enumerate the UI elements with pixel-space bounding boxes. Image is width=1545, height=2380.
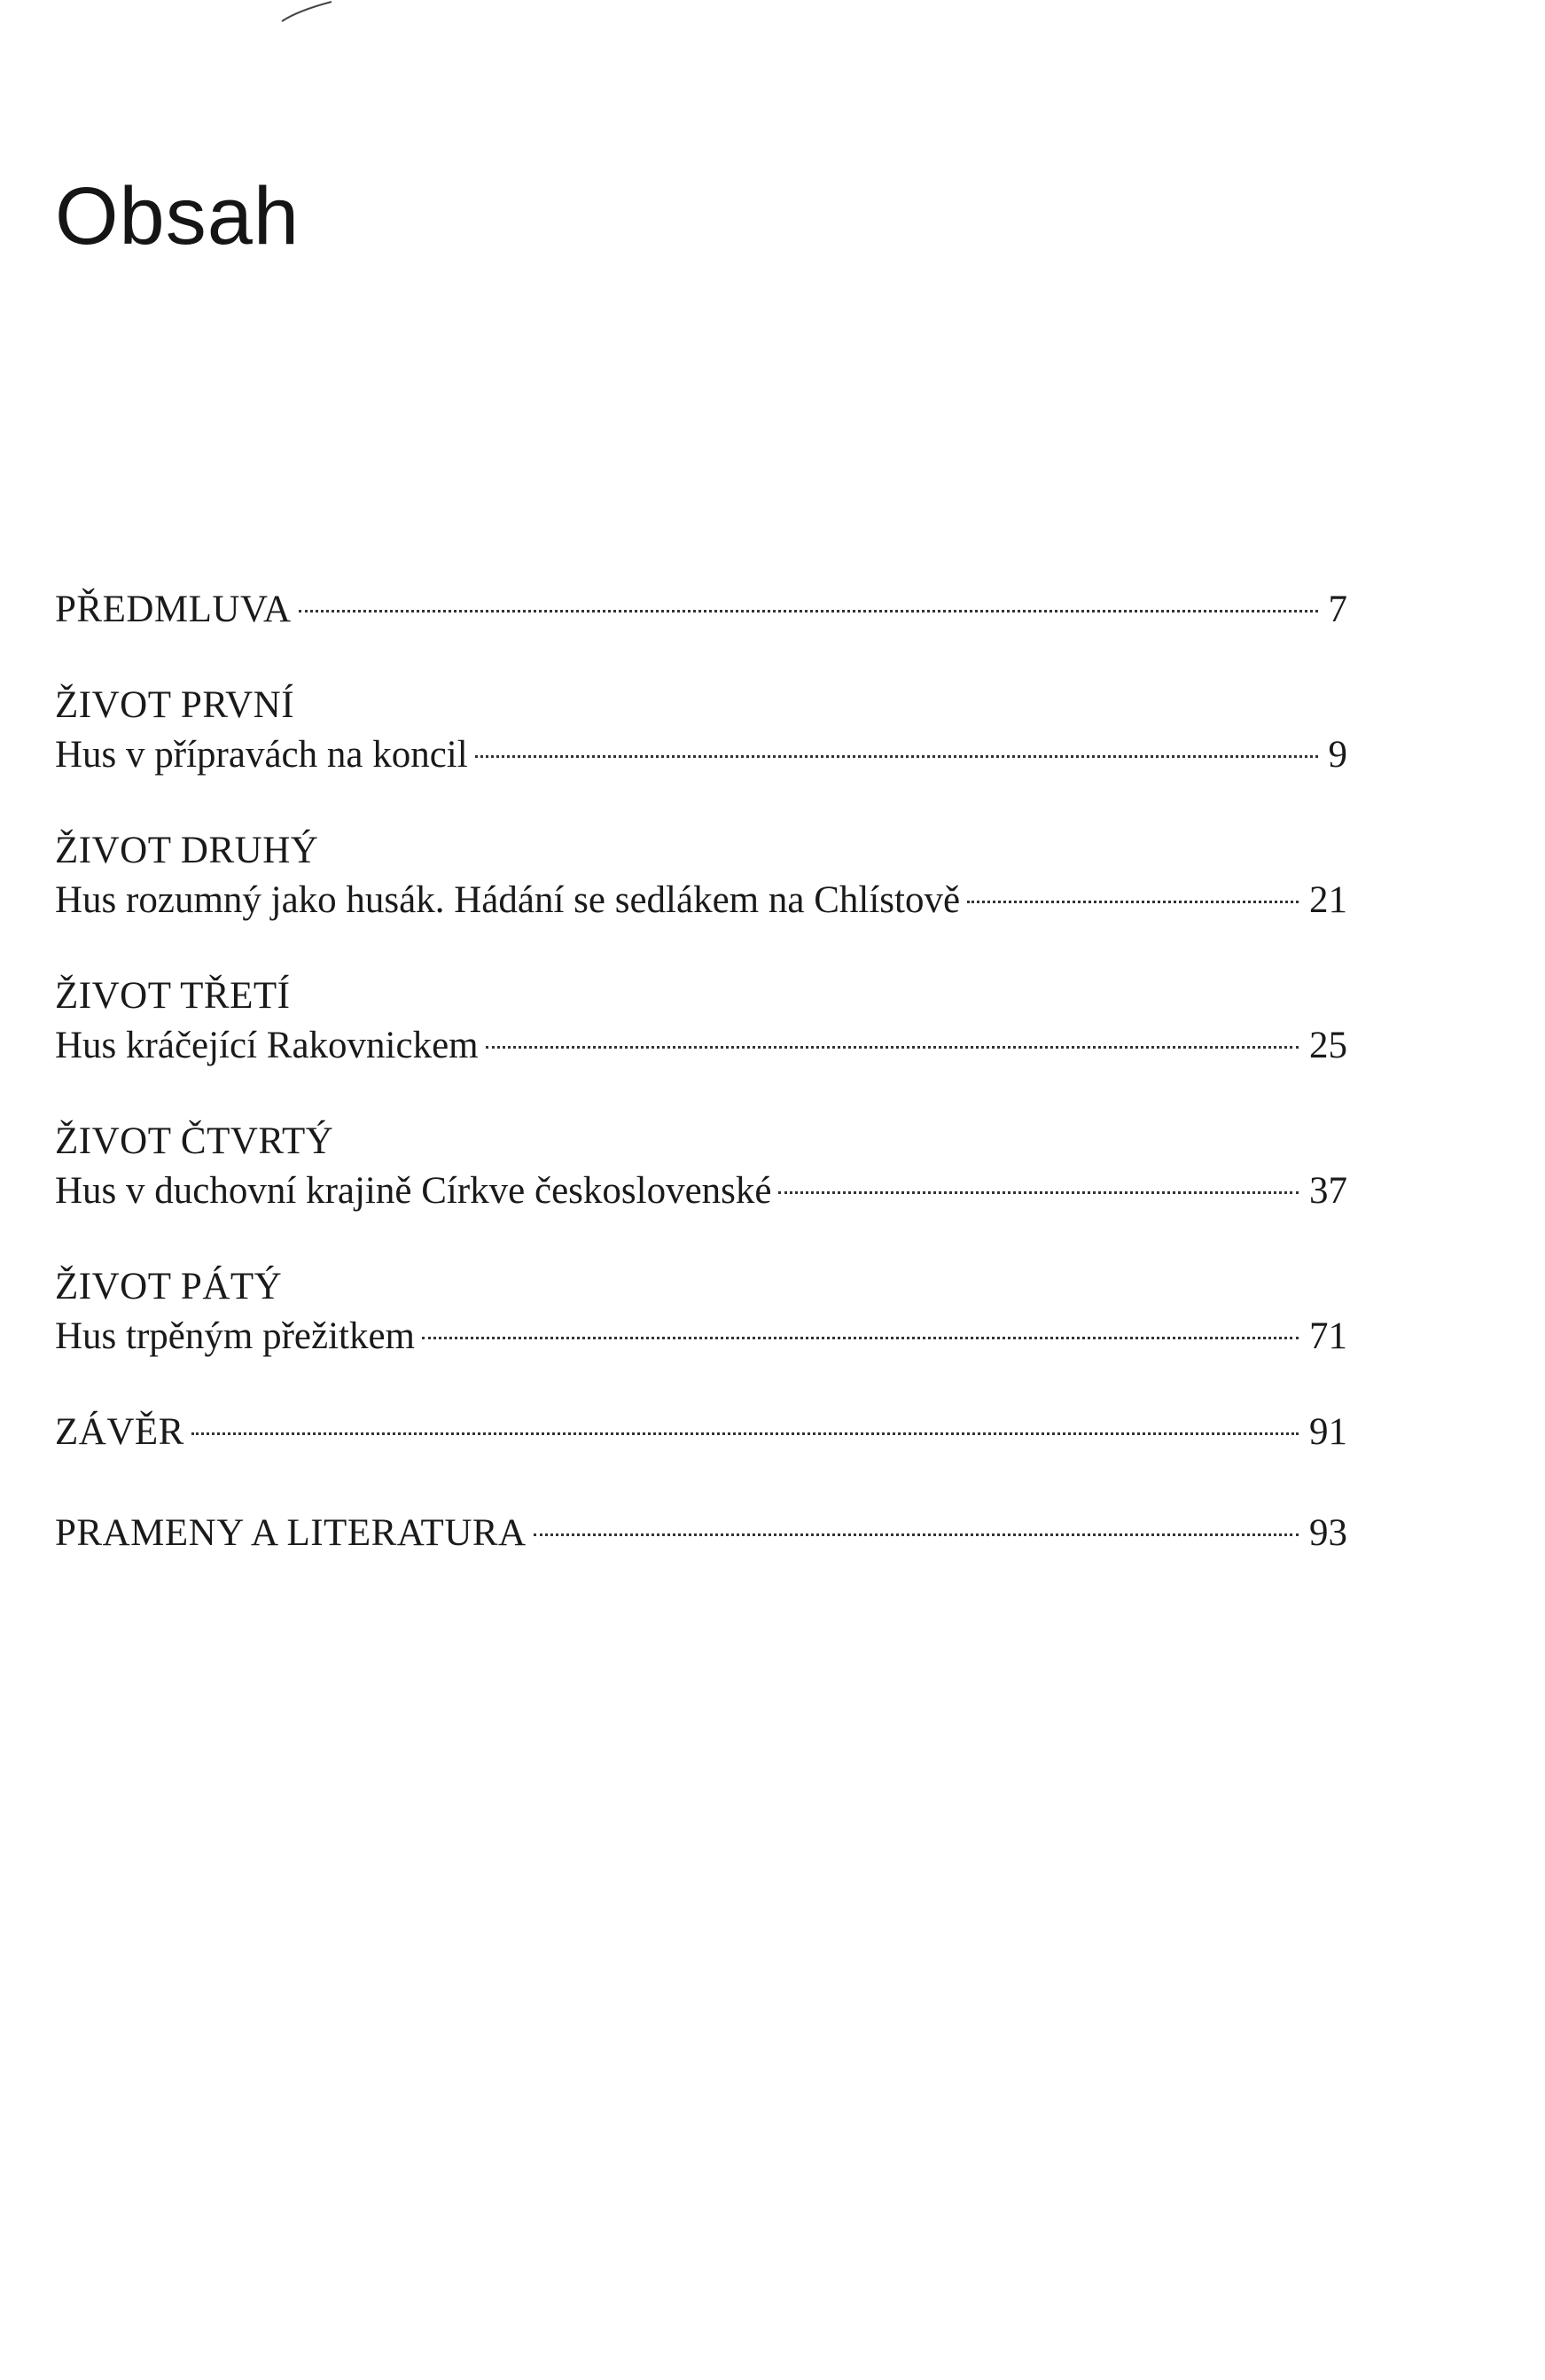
toc-page-number: 21 — [1309, 879, 1347, 921]
toc-entry-zivot-treti[interactable] — [55, 972, 1347, 1071]
toc-entry-zivot-prvni[interactable] — [55, 681, 1347, 780]
toc-section-heading: ŽIVOT DRUHÝ — [55, 830, 319, 871]
toc-section-heading: ŽIVOT TŘETÍ — [55, 975, 291, 1017]
dot-leader — [299, 610, 1318, 613]
toc-entry-predmluva[interactable] — [55, 585, 1347, 635]
dot-leader — [534, 1533, 1299, 1536]
toc-entry-zivot-paty[interactable] — [55, 1262, 1347, 1362]
toc-page-number: 25 — [1309, 1025, 1347, 1066]
toc-section-heading: ŽIVOT ČTVRTÝ — [55, 1120, 334, 1162]
toc-page-number: 71 — [1309, 1315, 1347, 1357]
toc-line — [55, 585, 1347, 635]
dot-leader — [422, 1337, 1299, 1339]
toc-page-number: 93 — [1309, 1512, 1347, 1554]
toc-entry-title: Hus kráčející Rakovnickem — [55, 1025, 479, 1066]
table-of-contents — [55, 585, 1347, 1558]
toc-entry-title: PŘEDMLUVA — [55, 589, 292, 630]
dot-leader — [967, 901, 1299, 903]
toc-entry-title: PRAMENY A LITERATURA — [55, 1512, 527, 1554]
toc-entry-title: Hus trpěným přežitkem — [55, 1315, 416, 1357]
dot-leader — [486, 1046, 1299, 1049]
toc-section-heading: ŽIVOT PÁTÝ — [55, 1266, 283, 1307]
page-title: Obsah — [55, 171, 300, 261]
toc-entry-zivot-ctvrty[interactable] — [55, 1117, 1347, 1216]
toc-page-number: 37 — [1309, 1170, 1347, 1212]
toc-entry-title: Hus v duchovní krajině Církve československé — [55, 1170, 772, 1212]
toc-page-number: 9 — [1328, 734, 1347, 776]
toc-entry-title: ZÁVĚR — [55, 1411, 184, 1453]
toc-line — [55, 1312, 1347, 1362]
toc-entry-title: Hus v přípravách na koncil — [55, 734, 468, 776]
toc-entry-title: Hus rozumný jako husák. Hádání se sedlákem na Chlístově — [55, 879, 961, 921]
toc-entry-prameny-a-literatura[interactable] — [55, 1509, 1347, 1558]
dot-leader — [778, 1191, 1299, 1194]
pen-stroke-mark — [280, 0, 333, 23]
toc-line — [55, 730, 1347, 780]
toc-line — [55, 1408, 1347, 1457]
toc-entry-zaver[interactable] — [55, 1408, 1347, 1457]
toc-section-heading: ŽIVOT PRVNÍ — [55, 684, 295, 726]
toc-line — [55, 1021, 1347, 1071]
toc-line — [55, 1509, 1347, 1558]
toc-line — [55, 1167, 1347, 1216]
toc-page-number: 7 — [1328, 589, 1347, 630]
toc-line — [55, 876, 1347, 925]
toc-entry-zivot-druhy[interactable] — [55, 826, 1347, 925]
dot-leader — [475, 755, 1318, 758]
toc-page-number: 91 — [1309, 1411, 1347, 1453]
dot-leader — [191, 1432, 1299, 1435]
